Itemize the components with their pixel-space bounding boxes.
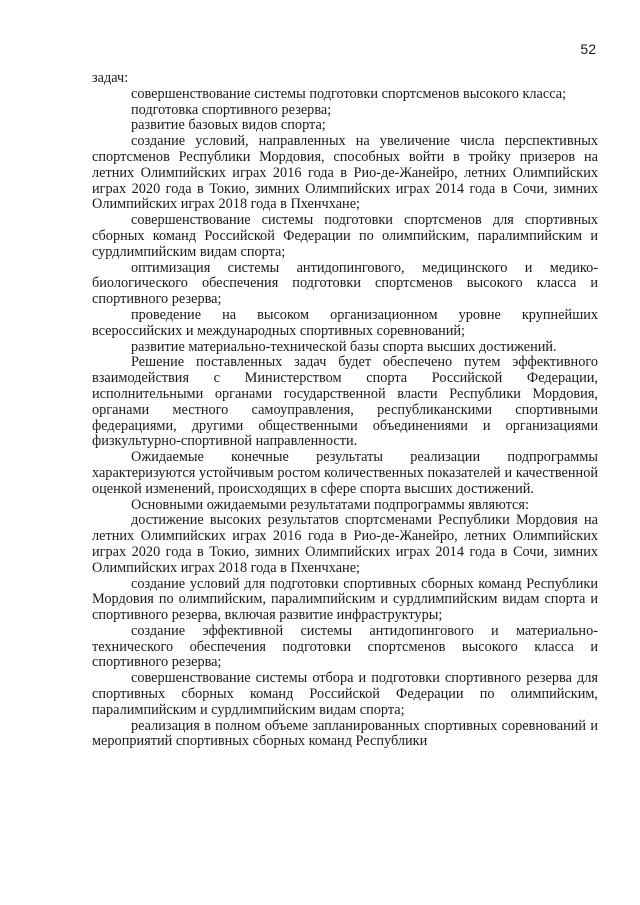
- paragraph: совершенствование системы подготовки спортсменов высокого класса;: [131, 85, 567, 102]
- paragraph: развитие базовых видов спорта;: [131, 117, 326, 134]
- paragraph: реализация в полном объеме запланированных спортивных соревнований и мероприятий спортивных сборных команд Республики: [92, 717, 598, 750]
- paragraph: проведение на высоком организационном уровне крупнейших всероссийских и международных спортивных соревнований;: [92, 306, 598, 339]
- paragraph: достижение высоких результатов спортсменами Республики Мордовия на летних Олимпийских играх 2016 года в Рио-де-Жанейро, летних Олимпийских играх 2020 года в Токио, зимних Олимпийских играх 2014 года в Сочи, зимних Олимпийских играх 2018 года в Пхенчхане;: [92, 512, 598, 576]
- body-text: [92, 71, 598, 750]
- paragraph: развитие материально-технической базы спорта высших достижений.: [131, 338, 557, 355]
- paragraph: совершенствование системы отбора и подготовки спортивного резерва для спортивных сборных команд Российской Федерации по олимпийским, паралимпийским и сурдлимпийским видам спорта;: [92, 670, 598, 718]
- paragraph: подготовка спортивного резерва;: [131, 101, 332, 118]
- paragraph: Решение поставленных задач будет обеспечено путем эффективного взаимодействия с Министерством спорта Российской Федерации, исполнительными органами государственной власти Республики Мордовия, органами местного самоуправления, республиканскими спортивными федерациями, другими общественными объединениями и организациями физкультурно-спортивной направленности.: [92, 354, 598, 450]
- paragraph: задач:: [92, 70, 129, 86]
- paragraph: создание условий, направленных на увеличение числа перспективных спортсменов Республики Мордовия, способных войти в тройку призеров на летних Олимпийских играх 2016 года в Рио-де-Жанейро, летних Олимпийских играх 2020 года в Токио, зимних Олимпийских играх 2014 года в Сочи, зимних Олимпийских играх 2018 года в Пхенчхане;: [92, 133, 598, 213]
- paragraph: оптимизация системы антидопингового, медицинского и медико-биологического обеспечения подготовки спортсменов высокого класса и спортивного резерва;: [92, 259, 598, 308]
- paragraph: создание условий для подготовки спортивных сборных команд Республики Мордовия по олимпийским, паралимпийским и сурдлимпийским видам спорта и спортивного резерва, включая развитие инфраструктуры;: [92, 575, 598, 624]
- paragraph: Основными ожидаемыми результатами подпрограммы являются:: [131, 496, 529, 513]
- page-number: 52: [580, 41, 596, 57]
- paragraph: совершенствование системы подготовки спортсменов для спортивных сборных команд Российской Федерации по олимпийским, паралимпийским и сурдлимпийским видам спорта;: [92, 212, 598, 260]
- paragraph: создание эффективной системы антидопингового и материально-технического обеспечения подготовки спортсменов высокого класса и спортивного резерва;: [92, 622, 598, 671]
- paragraph: Ожидаемые конечные результаты реализации подпрограммы характеризуются устойчивым ростом количественных показателей и качественной оценкой изменений, происходящих в сфере спорта высших достижений.: [92, 449, 598, 497]
